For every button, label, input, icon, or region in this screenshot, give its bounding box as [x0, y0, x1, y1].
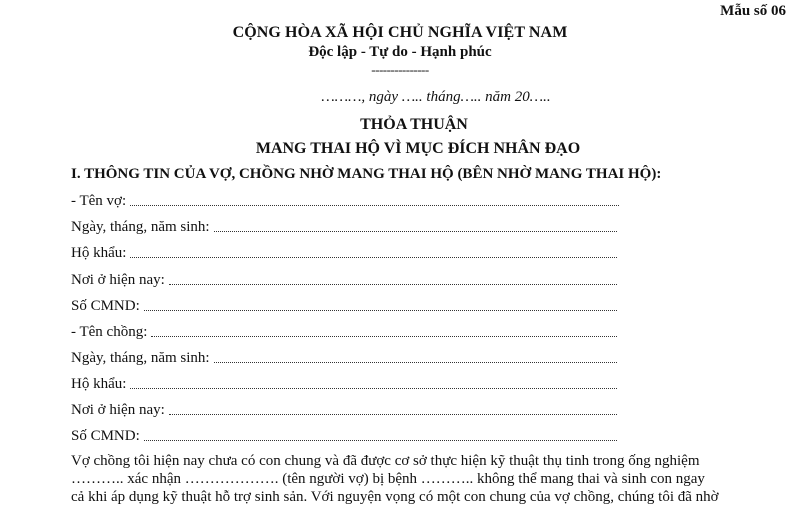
national-motto: Độc lập - Tự do - Hạnh phúc	[308, 44, 492, 60]
field-label: - Tên chồng:	[71, 324, 148, 340]
fill-line	[130, 256, 617, 258]
fill-line	[151, 335, 617, 337]
wife-birthdate-field[interactable]	[71, 216, 617, 236]
field-label: Nơi ở hiện nay:	[71, 272, 165, 288]
paragraph-line: Vợ chồng tôi hiện nay chưa có con chung và đã được cơ sở thực hiện kỹ thuật thụ tinh trong ống nghiệm	[71, 453, 700, 469]
header-separator: ---------------	[371, 62, 429, 77]
date-line: ………, ngày ….. tháng….. năm 20…..	[321, 89, 551, 105]
form-number: Mẫu số 06	[720, 3, 786, 19]
wife-household-field[interactable]	[71, 242, 617, 262]
husband-birthdate-field[interactable]	[71, 347, 617, 367]
country-heading: CỘNG HÒA XÃ HỘI CHỦ NGHĨA VIỆT NAM	[232, 24, 568, 41]
section-heading: I. THÔNG TIN CỦA VỢ, CHỒNG NHỜ MANG THAI HỘ (BÊN NHỜ MANG THAI HỘ):	[71, 166, 662, 182]
field-label: Ngày, tháng, năm sinh:	[71, 350, 210, 366]
husband-address-field[interactable]	[71, 399, 617, 419]
field-label: Ngày, tháng, năm sinh:	[71, 219, 210, 235]
field-label: Hộ khẩu:	[71, 376, 127, 392]
field-label: - Tên vợ:	[71, 193, 127, 209]
wife-name-field[interactable]	[71, 190, 619, 210]
fill-line	[169, 413, 617, 415]
wife-id-field[interactable]	[71, 295, 617, 315]
agreement-paragraph	[71, 452, 743, 506]
fill-line	[130, 204, 619, 206]
husband-household-field[interactable]	[71, 373, 617, 393]
field-label: Hộ khẩu:	[71, 245, 127, 261]
field-label: Số CMND:	[71, 428, 140, 444]
document-title: THỎA THUẬN	[360, 116, 468, 133]
fill-line	[214, 361, 617, 363]
husband-id-field[interactable]	[71, 425, 617, 445]
fill-line	[169, 283, 617, 285]
wife-address-field[interactable]	[71, 269, 617, 289]
fill-line	[144, 309, 617, 311]
paragraph-line: cả khi áp dụng kỹ thuật hỗ trợ sinh sản. Với nguyện vọng có một con chung của vợ chồng, chúng tôi đã nhờ	[71, 489, 719, 505]
fill-line	[144, 439, 617, 441]
husband-name-field[interactable]	[71, 321, 617, 341]
paragraph-line: ……….. xác nhận ………………. (tên người vợ) bị bệnh ……….. không thể mang thai và sinh con ngay	[71, 471, 705, 487]
fill-line	[214, 230, 617, 232]
fill-line	[130, 387, 617, 389]
document-subtitle: MANG THAI HỘ VÌ MỤC ĐÍCH NHÂN ĐẠO	[255, 140, 581, 157]
field-label: Số CMND:	[71, 298, 140, 314]
field-label: Nơi ở hiện nay:	[71, 402, 165, 418]
